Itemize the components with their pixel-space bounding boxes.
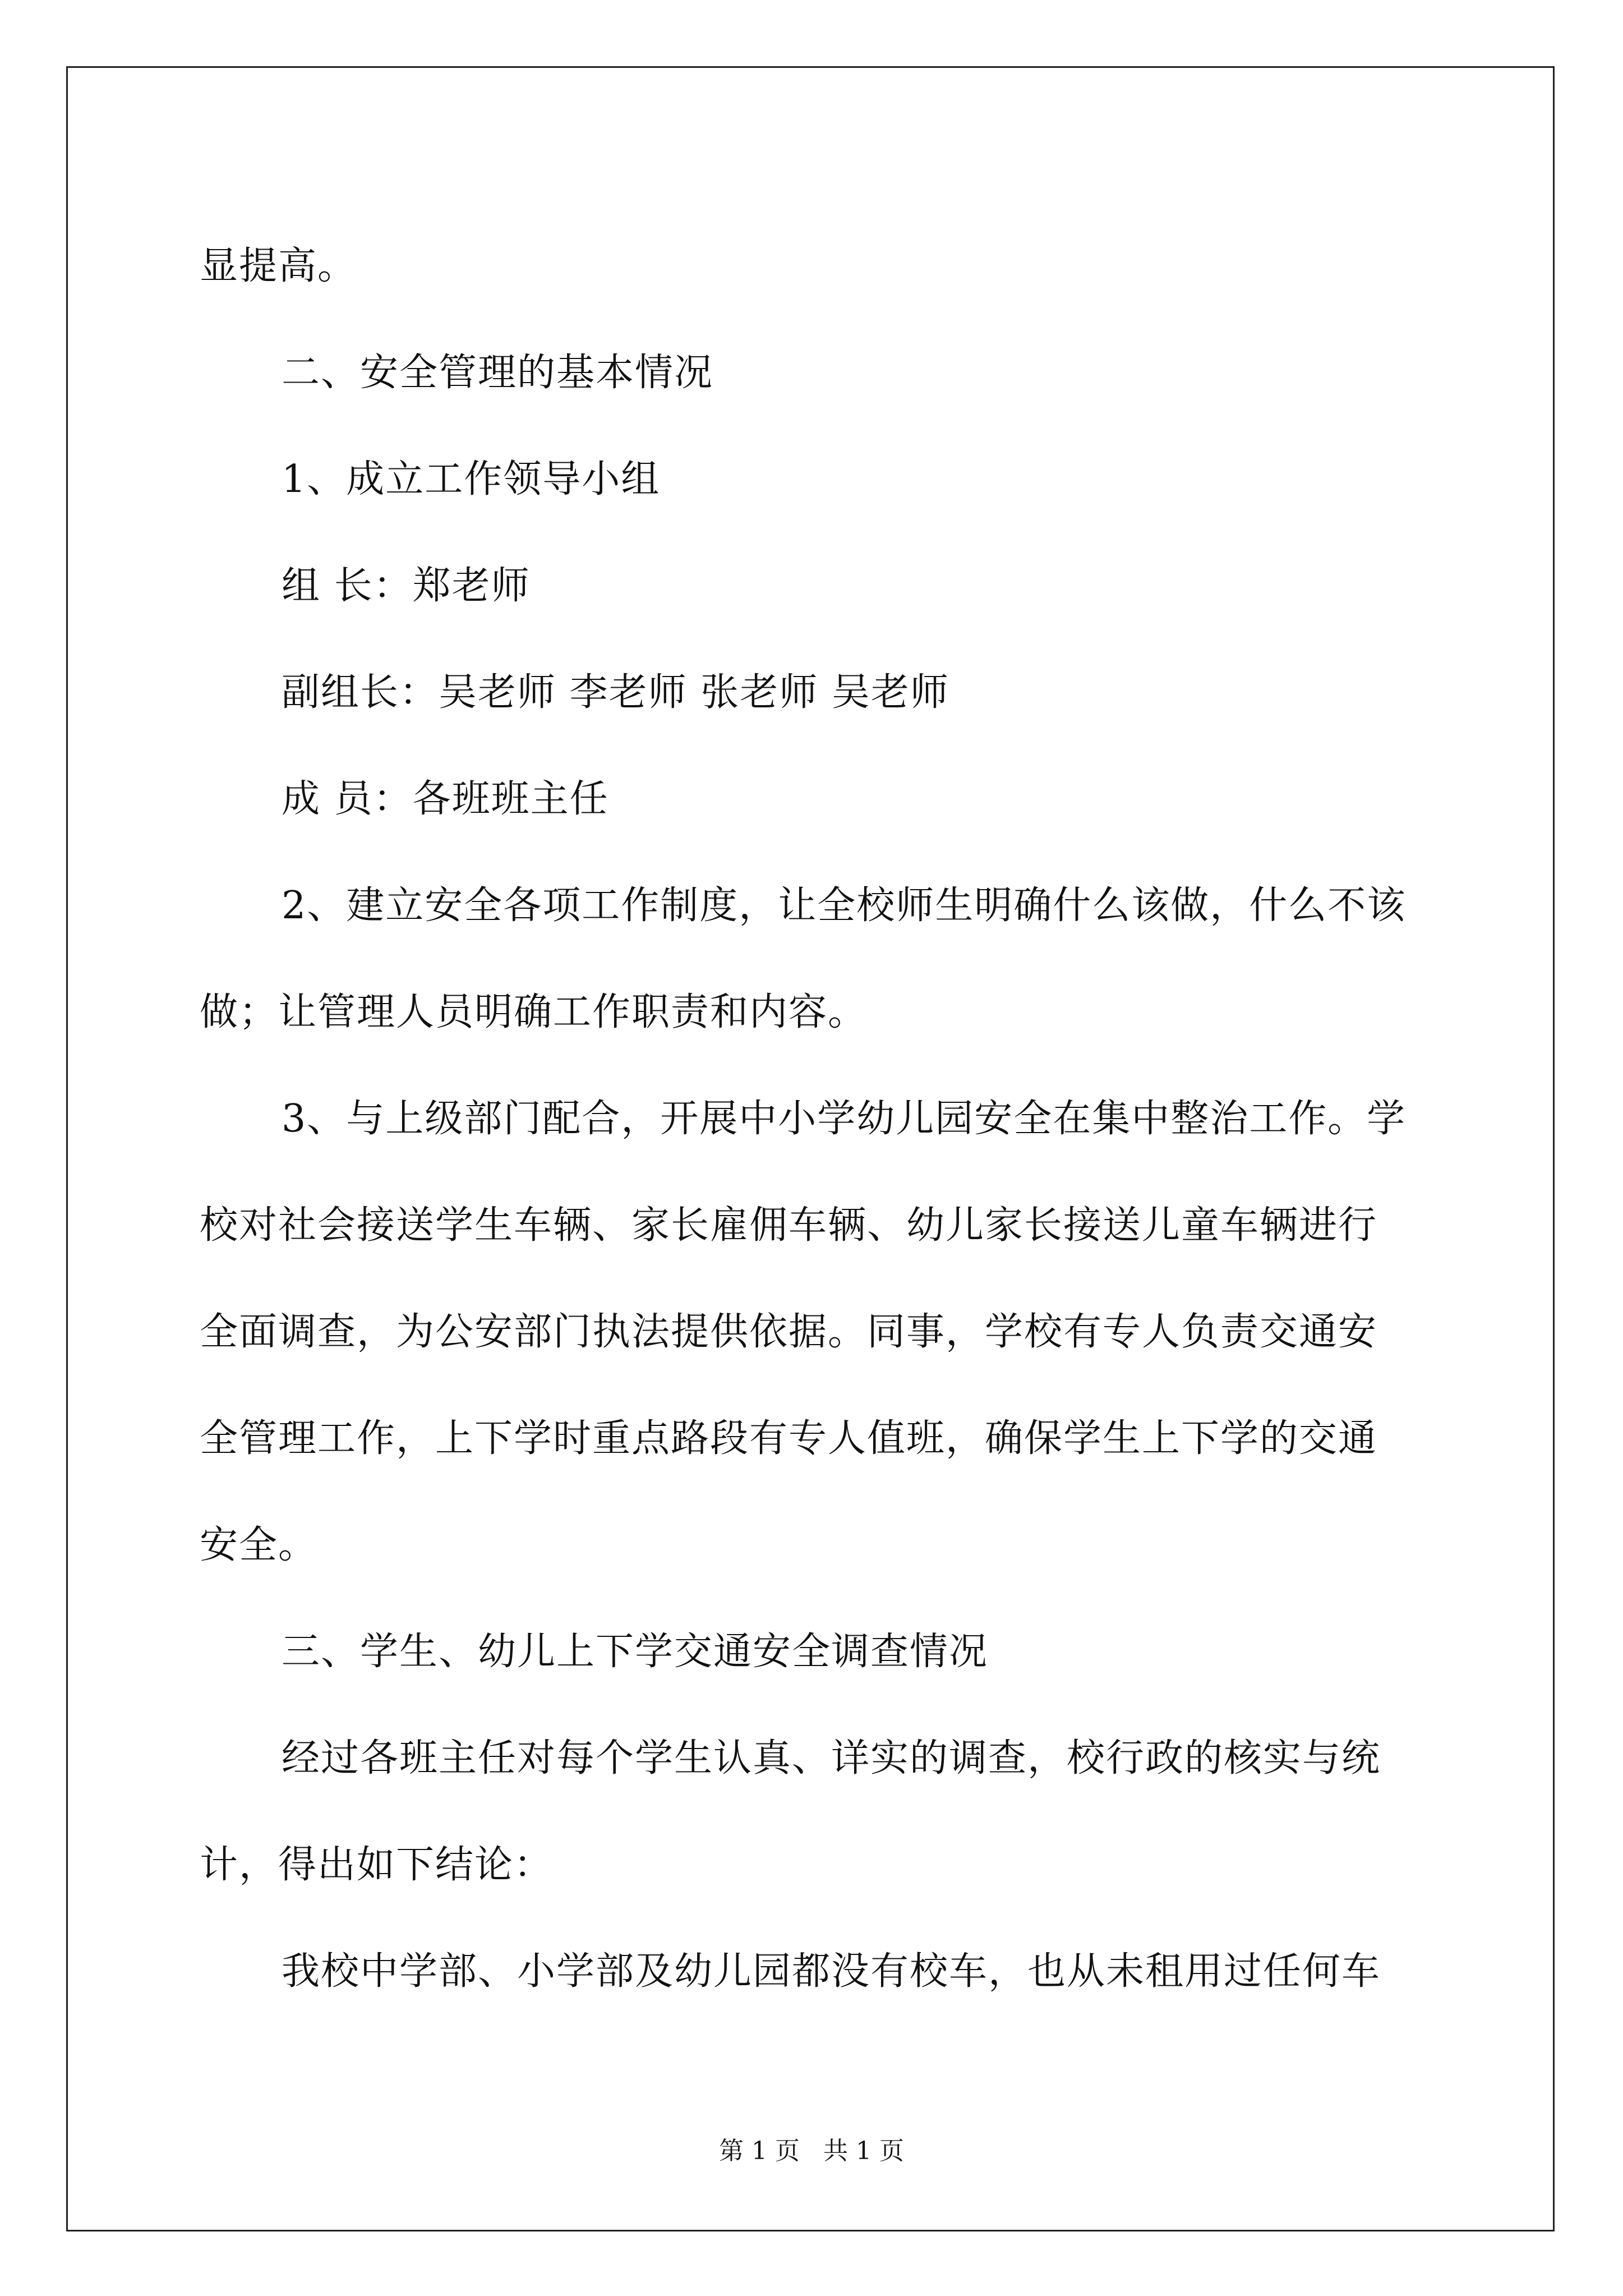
text-line: 成 员：各班班主任 <box>282 777 609 821</box>
text-line: 显提高。 <box>200 244 357 288</box>
text-line: 2、建立安全各项工作制度，让全校师生明确什么该做，什么不该 <box>282 884 1407 928</box>
text-line: 1、成立工作领导小组 <box>282 457 661 501</box>
section-heading: 二、安全管理的基本情况 <box>282 351 714 395</box>
text-line: 做；让管理人员明确工作职责和内容。 <box>200 990 868 1034</box>
text-line: 3、与上级部门配合，开展中小学幼儿园安全在集中整治工作。学 <box>282 1097 1407 1141</box>
text-line: 全管理工作，上下学时重点路段有专人值班，确保学生上下学的交通 <box>200 1416 1378 1461</box>
text-line: 全面调查，为公安部门执法提供依据。同事，学校有专人负责交通安 <box>200 1310 1378 1354</box>
text-line: 副组长：吴老师 李老师 张老师 吴老师 <box>282 670 949 715</box>
section-heading: 三、学生、幼儿上下学交通安全调查情况 <box>282 1630 989 1674</box>
text-line: 计，得出如下结论： <box>200 1843 554 1887</box>
text-line: 校对社会接送学生车辆、家长雇佣车辆、幼儿家长接送儿童车辆进行 <box>200 1203 1378 1248</box>
document-body <box>200 213 1433 2025</box>
text-line: 安全。 <box>200 1523 318 1567</box>
text-line: 我校中学部、小学部及幼儿园都没有校车，也从未租用过任何车 <box>282 1949 1381 1994</box>
text-line: 经过各班主任对每个学生认真、详实的调查，校行政的核实与统 <box>282 1736 1381 1780</box>
text-line: 组 长：郑老师 <box>282 564 531 608</box>
page-footer: 第 1 页 共 1 页 <box>719 2137 904 2165</box>
